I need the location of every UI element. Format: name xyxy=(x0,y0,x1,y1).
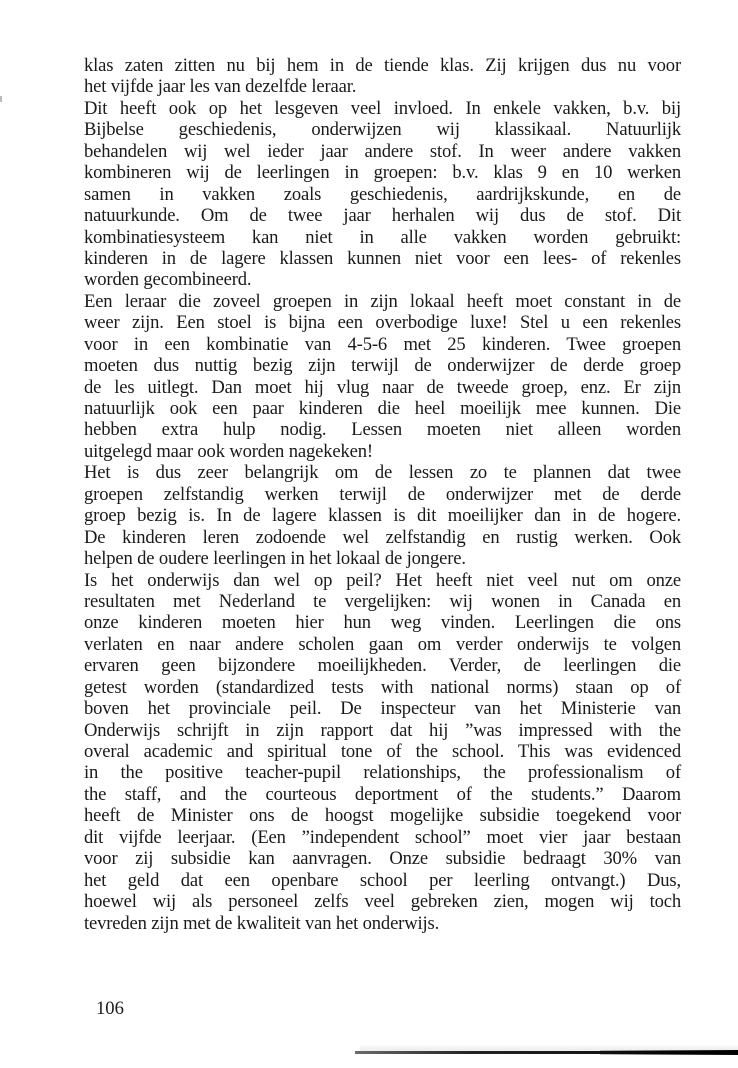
text-line: onze kinderen moeten hier hun weg vinden. Leerlingen die ons xyxy=(84,612,681,634)
text-line: uitgelegd maar ook worden nagekeken! xyxy=(84,440,373,462)
text-line: verlaten en naar andere scholen gaan om verder onderwijs te volgen xyxy=(84,633,681,655)
text-line: groepen zelfstandig werken terwijl de onderwijzer met de derde xyxy=(84,483,681,505)
text-line: Onderwijs schrijft in zijn rapport dat hij ”was impressed with the xyxy=(84,719,681,741)
text-line: Het is dus zeer belangrijk om de lessen zo te plannen dat twee xyxy=(84,462,681,484)
paragraph-1 xyxy=(84,55,681,98)
scan-edge-line-thick xyxy=(600,1050,738,1055)
text-line: De kinderen leren zodoende wel zelfstandig en rustig werken. Ook xyxy=(84,526,681,548)
text-line: Bijbelse geschiedenis, onderwijzen wij klassikaal. Natuurlijk xyxy=(84,119,681,141)
text-line: resultaten met Nederland te vergelijken: wij wonen in Canada en xyxy=(84,590,681,612)
paragraph-5 xyxy=(84,570,681,934)
text-line: moeten dus nuttig bezig zijn terwijl de onderwijzer de derde groep xyxy=(84,355,681,377)
text-line: weer zijn. Een stoel is bijna een overbodige luxe! Stel u een rekenles xyxy=(84,312,681,334)
text-line: hoewel wij als personeel zelfs veel gebreken zien, mogen wij toch xyxy=(84,891,681,913)
text-line: overal academic and spiritual tone of the school. This was evidenced xyxy=(84,741,681,762)
paragraph-3 xyxy=(84,291,681,463)
text-line: de les uitlegt. Dan moet hij vlug naar de tweede groep, enz. Er zijn xyxy=(84,376,681,398)
page-number: 106 xyxy=(96,998,124,1019)
text-line: samen in vakken zoals geschiedenis, aardrijkskunde, en de xyxy=(84,183,681,205)
text-line: in the positive teacher-pupil relationships, the professionalism of xyxy=(84,762,681,784)
text-line: voor in een kombinatie van 4-5-6 met 25 kinderen. Twee groepen xyxy=(84,333,681,355)
text-line: kombineren wij de leerlingen in groepen: b.v. klas 9 en 10 werken xyxy=(84,162,681,184)
text-line: voor zij subsidie kan aanvragen. Onze subsidie bedraagt 30% van xyxy=(84,848,681,870)
text-line: tevreden zijn met de kwaliteit van het onderwijs. xyxy=(84,912,440,934)
text-line: kinderen in de lagere klassen kunnen niet voor een lees- of rekenles xyxy=(84,247,681,269)
text-line: Is het onderwijs dan wel op peil? Het heeft niet veel nut om onze xyxy=(84,569,681,591)
text-line: het geld dat een openbare school per leerling ontvangt.) Dus, xyxy=(84,869,681,891)
paragraph-2 xyxy=(84,98,681,291)
text-line: natuurkunde. Om de twee jaar herhalen wij dus de stof. Dit xyxy=(84,205,681,227)
text-line: ervaren geen bijzondere moeilijkheden. Verder, de leerlingen die xyxy=(84,655,681,677)
text-line: helpen de oudere leerlingen in het lokaal de jongere. xyxy=(84,548,466,570)
text-line: boven het provinciale peil. De inspecteur van het Ministerie van xyxy=(84,698,681,720)
paragraph-4 xyxy=(84,462,681,569)
text-line: getest worden (standardized tests with national norms) staan op of xyxy=(84,676,681,698)
text-line: dit vijfde leerjaar. (Een ”independent school” moet vier jaar bestaan xyxy=(84,826,681,848)
text-line: Dit heeft ook op het lesgeven veel invloed. In enkele vakken, b.v. bij xyxy=(84,97,681,119)
scan-speck xyxy=(0,96,2,102)
text-line: heeft de Minister ons de hoogst mogelijke subsidie toegekend voor xyxy=(84,805,681,827)
text-line: hebben extra hulp nodig. Lessen moeten niet alleen worden xyxy=(84,419,681,441)
text-line: natuurlijk ook een paar kinderen die heel moeilijk mee kunnen. Die xyxy=(84,398,681,419)
text-line: Een leraar die zoveel groepen in zijn lokaal heeft moet constant in de xyxy=(84,290,681,312)
text-line: groep bezig is. In de lagere klassen is dit moeilijker dan in de hogere. xyxy=(84,505,681,527)
text-line: worden gecombineerd. xyxy=(84,269,252,291)
text-line: klas zaten zitten nu bij hem in de tiende klas. Zij krijgen dus nu voor xyxy=(84,55,681,76)
body-text xyxy=(84,55,681,934)
text-line: the staff, and the courteous deportment of the students.” Daarom xyxy=(84,783,681,805)
text-line: behandelen wij wel ieder jaar andere stof. In weer andere vakken xyxy=(84,140,681,162)
text-line: kombinatiesysteem kan niet in alle vakken worden gebruikt: xyxy=(84,226,681,248)
text-line: het vijfde jaar les van dezelfde leraar. xyxy=(84,76,357,98)
